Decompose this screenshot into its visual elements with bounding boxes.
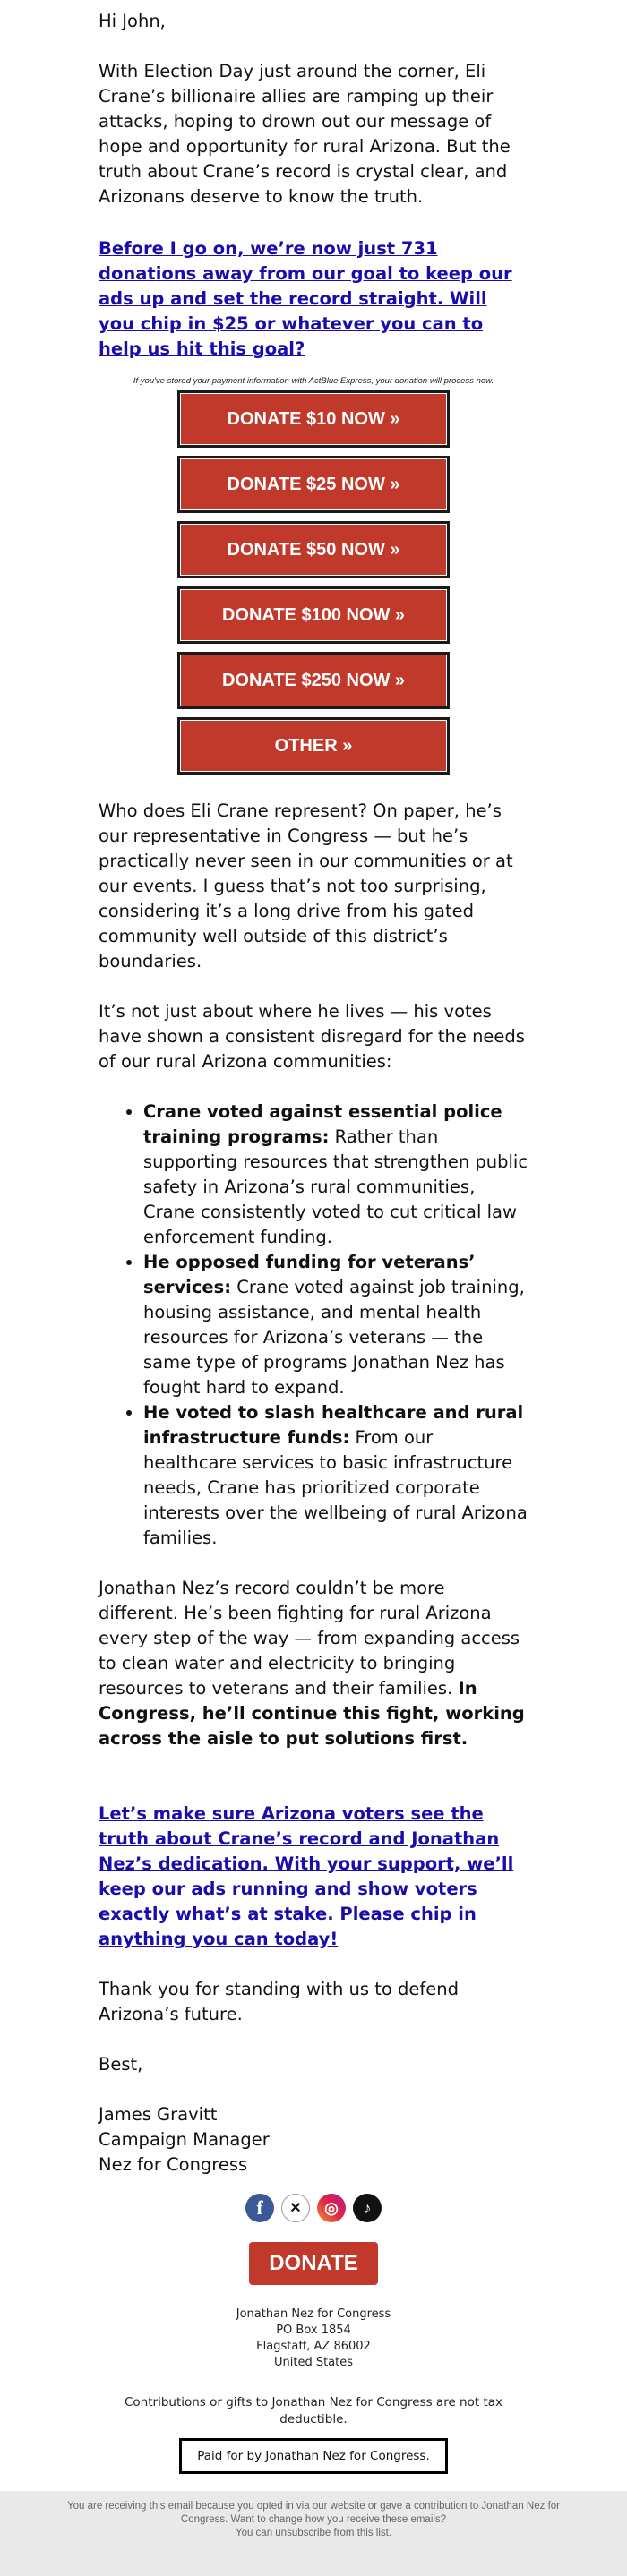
tax-note: Contributions or gifts to Jonathan Nez for Congress are not tax deductible. — [124, 2395, 503, 2426]
actblue-express-note: If you've stored your payment information with ActBlue Express, your donation will process now. — [133, 376, 494, 386]
nez-record-paragraph — [99, 1576, 528, 1751]
cta-paragraph-2 — [99, 1801, 528, 1952]
bullet-text: Rather than supporting resources that strengthen public safety in Arizona’s rural communities, Crane consistently voted to cut critical law enforcement funding. — [143, 1126, 528, 1247]
bullet-heading: Crane voted against essential police training programs: — [143, 1101, 502, 1147]
tax-note-wrap — [0, 2394, 627, 2428]
bullet-heading: He opposed funding for veterans’ services: — [143, 1252, 476, 1297]
list-item — [143, 1400, 528, 1551]
footer — [0, 2194, 627, 2222]
opt-in-notice: You are receiving this email because you opted in via our website or gave a contribution to Jonathan Nez for Congress. Want to change how you receive these emails? — [67, 2501, 560, 2525]
donate-25-button[interactable]: DONATE $25 NOW » — [177, 456, 450, 513]
donate-100-button[interactable]: DONATE $100 NOW » — [177, 586, 450, 644]
footer-donate-wrap — [0, 2242, 627, 2285]
paid-for-wrap — [0, 2438, 627, 2474]
signature-title: Campaign Manager — [99, 2129, 270, 2150]
signature-block — [99, 2102, 528, 2178]
represent-paragraph: Who does Eli Crane represent? On paper, he’s our representative in Congress — but he’s practically never seen in our communities or at our events. I guess that’s not too surprising, considering it’s a long drive from his gated community well outside of this district’s boundaries. — [99, 800, 513, 971]
donation-goal-link[interactable]: Before I go on, we’re now just 731 donations away from our goal to keep our ads up and set the record straight. Will you chip in $25 or whatever you can to help us hit this goal? — [99, 238, 512, 359]
signature-name: James Gravitt — [99, 2104, 218, 2125]
donate-50-button[interactable]: DONATE $50 NOW » — [177, 521, 450, 578]
nez-record-bold: In Congress, he’ll continue this fight, working across the aisle to put solutions first. — [99, 1678, 525, 1749]
cta-paragraph-1 — [99, 236, 528, 362]
address-line-1: PO Box 1854 — [276, 2324, 351, 2337]
social-links — [0, 2194, 627, 2222]
signoff: Best, — [99, 2054, 143, 2075]
unsubscribe-link[interactable]: You can unsubscribe from this list. — [235, 2528, 392, 2538]
signature-org: Nez for Congress — [99, 2154, 248, 2175]
record-bullet-list — [99, 1100, 528, 1551]
list-item — [143, 1100, 528, 1250]
address-line-2: Flagstaff, AZ 86002 — [256, 2340, 371, 2353]
unsubscribe-footer — [0, 2491, 627, 2576]
bullet-heading: He voted to slash healthcare and rural infrastructure funds: — [143, 1402, 524, 1448]
address-org: Jonathan Nez for Congress — [236, 2307, 391, 2321]
facebook-icon[interactable]: f — [245, 2194, 274, 2222]
intro-paragraph: With Election Day just around the corner, Eli Crane’s billionaire allies are ramping up their attacks, hoping to drown out our message of hope and opportunity for rural Arizona. But the truth about Crane’s record is crystal clear, and Arizonans deserve to know the truth. — [99, 61, 511, 207]
bullet-text: From our healthcare services to basic infrastructure needs, Crane has prioritized corporate interests over the wellbeing of rural Arizona families. — [143, 1427, 528, 1548]
chip-in-link[interactable]: Let’s make sure Arizona voters see the truth about Crane’s record and Jonathan Nez’s dedication. With your support, we’ll keep our ads running and show voters exactly what’s at stake. Please chip in anything you can today! — [99, 1803, 514, 1949]
donate-other-button[interactable]: OTHER » — [177, 717, 450, 775]
bullet-text: Crane voted against job training, housing assistance, and mental health resources for Arizona’s veterans — the same type of programs Jonathan Nez has fought hard to expand. — [143, 1277, 525, 1398]
list-item — [143, 1250, 528, 1400]
paid-for-box: Paid for by Jonathan Nez for Congress. — [179, 2438, 448, 2474]
thanks-paragraph: Thank you for standing with us to defend Arizona’s future. — [99, 1979, 459, 2024]
donate-10-button[interactable]: DONATE $10 NOW » — [177, 390, 450, 448]
footer-donate-button[interactable]: DONATE — [249, 2242, 378, 2285]
donate-250-button[interactable]: DONATE $250 NOW » — [177, 652, 450, 709]
greeting: Hi John, — [99, 11, 166, 31]
instagram-icon[interactable]: ◎ — [317, 2194, 346, 2222]
address-country: United States — [273, 2356, 354, 2369]
nez-record-text: Jonathan Nez’s record couldn’t be more different. He’s been fighting for rural Arizona every step of the way — from expanding access to clean water and electricity to bringing resources to veterans and their families. — [99, 1578, 520, 1699]
tiktok-icon[interactable]: ♪ — [353, 2194, 382, 2222]
x-icon[interactable]: ✕ — [281, 2194, 310, 2222]
mailing-address — [0, 2306, 627, 2371]
votes-paragraph: It’s not just about where he lives — his votes have shown a consistent disregard for the needs of our rural Arizona communities: — [99, 1001, 525, 1072]
